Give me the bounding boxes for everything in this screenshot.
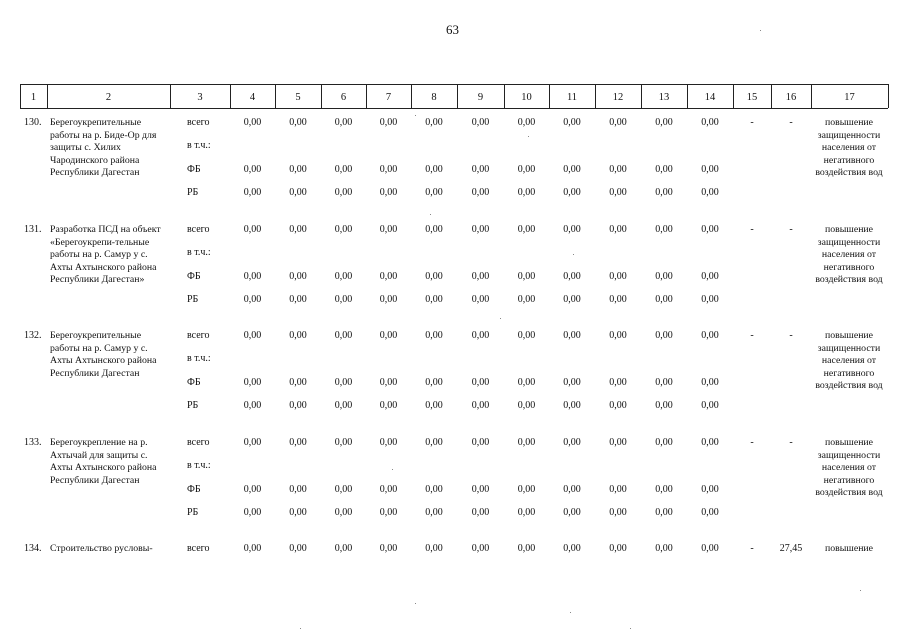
value-cell: 0,00 bbox=[701, 117, 719, 128]
row-number: 132. bbox=[24, 330, 42, 341]
row-name: Разработка ПСД на объект «Берегоукрепи-тельные работы на р. Самур у с. Ахты Ахтынского района Республики Дагестан» bbox=[50, 224, 161, 286]
value-cell: 0,00 bbox=[517, 377, 536, 388]
value-cell: 0,00 bbox=[425, 164, 443, 175]
value-cell: 0,00 bbox=[471, 271, 490, 282]
column-header: 2 bbox=[105, 92, 112, 103]
value-cell: 0,00 bbox=[517, 507, 536, 518]
value-cell: 0,00 bbox=[471, 294, 490, 305]
value-cell: 0,00 bbox=[563, 377, 581, 388]
value-cell: 0,00 bbox=[563, 437, 581, 448]
value-cell: 0,00 bbox=[471, 400, 490, 411]
value-cell: 0,00 bbox=[563, 330, 581, 341]
value-cell: 0,00 bbox=[471, 187, 490, 198]
value-cell: 0,00 bbox=[243, 543, 262, 554]
scan-speck bbox=[528, 136, 529, 137]
value-cell: 0,00 bbox=[517, 294, 536, 305]
value-cell: 0,00 bbox=[379, 484, 398, 495]
value-cell: 0,00 bbox=[289, 377, 307, 388]
funding-label: ФБ bbox=[187, 484, 201, 495]
value-cell: 0,00 bbox=[243, 377, 262, 388]
value-cell: 0,00 bbox=[379, 437, 398, 448]
value-cell: 0,00 bbox=[655, 164, 673, 175]
scan-speck bbox=[392, 469, 393, 470]
value-cell: 0,00 bbox=[243, 484, 262, 495]
value-cell: 0,00 bbox=[379, 187, 398, 198]
value-cell: 0,00 bbox=[609, 543, 627, 554]
value-cell: 0,00 bbox=[655, 187, 673, 198]
funding-label: всего bbox=[187, 330, 210, 341]
scan-speck bbox=[573, 254, 574, 255]
value-cell: 0,00 bbox=[379, 507, 398, 518]
funding-label: в т.ч.: bbox=[187, 140, 211, 151]
value-cell: 0,00 bbox=[379, 271, 398, 282]
column-header: 15 bbox=[746, 92, 758, 103]
value-cell: 0,00 bbox=[243, 117, 262, 128]
value-cell: 0,00 bbox=[655, 294, 673, 305]
value-cell: 0,00 bbox=[334, 543, 353, 554]
column-15-value: - bbox=[750, 224, 754, 235]
row-number: 130. bbox=[24, 117, 42, 128]
value-cell: 0,00 bbox=[243, 294, 262, 305]
value-cell: 0,00 bbox=[563, 187, 581, 198]
value-cell: 0,00 bbox=[334, 437, 353, 448]
page-number: 63 bbox=[446, 22, 459, 37]
value-cell: 0,00 bbox=[517, 543, 536, 554]
value-cell: 0,00 bbox=[655, 437, 673, 448]
value-cell: 0,00 bbox=[334, 484, 353, 495]
value-cell: 0,00 bbox=[655, 377, 673, 388]
column-16-value: - bbox=[789, 224, 793, 235]
column-header: 7 bbox=[385, 92, 392, 103]
funding-label: в т.ч.: bbox=[187, 247, 211, 258]
value-cell: 0,00 bbox=[289, 484, 307, 495]
column-16-value: - bbox=[789, 117, 793, 128]
value-cell: 0,00 bbox=[243, 224, 262, 235]
value-cell: 0,00 bbox=[609, 224, 627, 235]
row-purpose: повышение защищенности населения от негативного воздействия вод bbox=[815, 437, 883, 499]
scan-speck bbox=[860, 590, 861, 591]
value-cell: 0,00 bbox=[379, 224, 398, 235]
funding-label: всего bbox=[187, 224, 210, 235]
value-cell: 0,00 bbox=[289, 294, 307, 305]
value-cell: 0,00 bbox=[701, 330, 719, 341]
value-cell: 0,00 bbox=[609, 271, 627, 282]
value-cell: 0,00 bbox=[379, 377, 398, 388]
value-cell: 0,00 bbox=[701, 187, 719, 198]
value-cell: 0,00 bbox=[701, 164, 719, 175]
row-name: Берегоукрепление на р. Ахтычай для защиты с. Ахты Ахтынского района Республики Дагестан bbox=[50, 437, 157, 486]
value-cell: 0,00 bbox=[243, 187, 262, 198]
value-cell: 0,00 bbox=[609, 330, 627, 341]
value-cell: 0,00 bbox=[425, 330, 443, 341]
value-cell: 0,00 bbox=[471, 507, 490, 518]
value-cell: 0,00 bbox=[701, 377, 719, 388]
funding-label: в т.ч.: bbox=[187, 460, 211, 471]
value-cell: 0,00 bbox=[563, 271, 581, 282]
value-cell: 0,00 bbox=[609, 507, 627, 518]
scan-speck bbox=[570, 612, 571, 613]
value-cell: 0,00 bbox=[289, 400, 307, 411]
value-cell: 0,00 bbox=[471, 377, 490, 388]
value-cell: 0,00 bbox=[563, 507, 581, 518]
value-cell: 0,00 bbox=[425, 400, 443, 411]
value-cell: 0,00 bbox=[334, 330, 353, 341]
value-cell: 0,00 bbox=[517, 164, 536, 175]
value-cell: 0,00 bbox=[379, 330, 398, 341]
funding-label: РБ bbox=[187, 507, 199, 518]
header-column-divider bbox=[888, 84, 889, 108]
value-cell: 0,00 bbox=[609, 187, 627, 198]
funding-label: ФБ bbox=[187, 377, 201, 388]
value-cell: 0,00 bbox=[471, 224, 490, 235]
value-cell: 0,00 bbox=[471, 330, 490, 341]
value-cell: 0,00 bbox=[609, 400, 627, 411]
column-header: 3 bbox=[197, 92, 203, 103]
header-bottom-rule bbox=[20, 108, 888, 109]
value-cell: 0,00 bbox=[655, 224, 673, 235]
value-cell: 0,00 bbox=[425, 117, 443, 128]
column-header: 6 bbox=[340, 92, 347, 103]
row-number: 131. bbox=[24, 224, 42, 235]
value-cell: 0,00 bbox=[425, 437, 443, 448]
value-cell: 0,00 bbox=[655, 484, 673, 495]
funding-label: РБ bbox=[187, 294, 199, 305]
value-cell: 0,00 bbox=[701, 224, 719, 235]
value-cell: 0,00 bbox=[289, 187, 307, 198]
column-header: 14 bbox=[704, 92, 716, 103]
value-cell: 0,00 bbox=[334, 400, 353, 411]
value-cell: 0,00 bbox=[609, 484, 627, 495]
value-cell: 0,00 bbox=[701, 507, 719, 518]
column-header: 11 bbox=[566, 92, 578, 103]
funding-label: РБ bbox=[187, 400, 199, 411]
value-cell: 0,00 bbox=[655, 117, 673, 128]
column-header: 16 bbox=[785, 92, 797, 103]
column-header: 1 bbox=[30, 92, 37, 103]
value-cell: 0,00 bbox=[655, 543, 673, 554]
funding-label: всего bbox=[187, 543, 210, 554]
value-cell: 0,00 bbox=[425, 507, 443, 518]
value-cell: 0,00 bbox=[471, 117, 490, 128]
scan-speck bbox=[415, 115, 416, 116]
value-cell: 0,00 bbox=[425, 484, 443, 495]
value-cell: 0,00 bbox=[425, 271, 443, 282]
value-cell: 0,00 bbox=[334, 377, 353, 388]
funding-label: всего bbox=[187, 437, 210, 448]
value-cell: 0,00 bbox=[517, 330, 536, 341]
value-cell: 0,00 bbox=[425, 294, 443, 305]
value-cell: 0,00 bbox=[609, 117, 627, 128]
scan-speck bbox=[500, 318, 501, 319]
funding-label: РБ bbox=[187, 187, 199, 198]
value-cell: 0,00 bbox=[334, 507, 353, 518]
row-number: 133. bbox=[24, 437, 42, 448]
row-name: Берегоукрепительные работы на р. Самур у с. Ахты Ахтынского района Республики Дагестан bbox=[50, 330, 157, 379]
value-cell: 0,00 bbox=[471, 164, 490, 175]
row-purpose: повышение bbox=[824, 543, 874, 554]
value-cell: 0,00 bbox=[563, 164, 581, 175]
scan-speck bbox=[415, 603, 416, 604]
funding-label: ФБ bbox=[187, 164, 201, 175]
row-name: Строительство русловы- bbox=[50, 543, 153, 554]
value-cell: 0,00 bbox=[517, 117, 536, 128]
column-header: 10 bbox=[521, 92, 532, 103]
column-16-value: - bbox=[789, 330, 793, 341]
value-cell: 0,00 bbox=[379, 164, 398, 175]
value-cell: 0,00 bbox=[289, 271, 307, 282]
value-cell: 0,00 bbox=[243, 330, 262, 341]
header-top-rule bbox=[20, 84, 888, 85]
value-cell: 0,00 bbox=[563, 117, 581, 128]
value-cell: 0,00 bbox=[655, 330, 673, 341]
value-cell: 0,00 bbox=[609, 437, 627, 448]
column-15-value: - bbox=[750, 330, 754, 341]
value-cell: 0,00 bbox=[243, 400, 262, 411]
row-purpose: повышение защищенности населения от негативного воздействия вод bbox=[815, 330, 883, 392]
value-cell: 0,00 bbox=[289, 437, 307, 448]
value-cell: 0,00 bbox=[289, 330, 307, 341]
value-cell: 0,00 bbox=[655, 271, 673, 282]
value-cell: 0,00 bbox=[701, 294, 719, 305]
value-cell: 0,00 bbox=[517, 400, 536, 411]
row-name: Берегоукрепительные работы на р. Биде-Ор для защиты с. Хилих Чародинского района Республики Дагестан bbox=[50, 117, 157, 179]
value-cell: 0,00 bbox=[334, 294, 353, 305]
value-cell: 0,00 bbox=[289, 164, 307, 175]
scan-speck bbox=[300, 628, 301, 629]
value-cell: 0,00 bbox=[609, 377, 627, 388]
scan-speck bbox=[430, 214, 431, 215]
value-cell: 0,00 bbox=[243, 271, 262, 282]
value-cell: 0,00 bbox=[563, 224, 581, 235]
value-cell: 0,00 bbox=[471, 543, 490, 554]
column-header: 12 bbox=[612, 92, 624, 103]
column-15-value: - bbox=[750, 117, 754, 128]
value-cell: 0,00 bbox=[334, 164, 353, 175]
value-cell: 0,00 bbox=[517, 271, 536, 282]
value-cell: 0,00 bbox=[425, 187, 443, 198]
value-cell: 0,00 bbox=[517, 437, 536, 448]
value-cell: 0,00 bbox=[243, 164, 262, 175]
value-cell: 0,00 bbox=[379, 543, 398, 554]
value-cell: 0,00 bbox=[243, 437, 262, 448]
value-cell: 0,00 bbox=[701, 543, 719, 554]
value-cell: 0,00 bbox=[379, 400, 398, 411]
value-cell: 0,00 bbox=[655, 507, 673, 518]
value-cell: 0,00 bbox=[425, 224, 443, 235]
value-cell: 0,00 bbox=[701, 400, 719, 411]
value-cell: 0,00 bbox=[563, 543, 581, 554]
column-header: 8 bbox=[431, 92, 437, 103]
value-cell: 0,00 bbox=[379, 294, 398, 305]
column-header: 17 bbox=[844, 92, 855, 103]
value-cell: 0,00 bbox=[289, 543, 307, 554]
value-cell: 0,00 bbox=[289, 224, 307, 235]
value-cell: 0,00 bbox=[563, 400, 581, 411]
value-cell: 0,00 bbox=[517, 224, 536, 235]
value-cell: 0,00 bbox=[655, 400, 673, 411]
value-cell: 0,00 bbox=[471, 484, 490, 495]
value-cell: 0,00 bbox=[334, 117, 353, 128]
value-cell: 0,00 bbox=[334, 271, 353, 282]
value-cell: 0,00 bbox=[425, 543, 443, 554]
scan-speck bbox=[760, 30, 761, 31]
row-number: 134. bbox=[24, 543, 42, 554]
column-15-value: - bbox=[750, 543, 754, 554]
funding-label: в т.ч.: bbox=[187, 353, 211, 364]
value-cell: 0,00 bbox=[517, 187, 536, 198]
column-header: 9 bbox=[477, 92, 484, 103]
value-cell: 0,00 bbox=[701, 437, 719, 448]
value-cell: 0,00 bbox=[289, 117, 307, 128]
value-cell: 0,00 bbox=[701, 484, 719, 495]
value-cell: 0,00 bbox=[609, 294, 627, 305]
value-cell: 0,00 bbox=[379, 117, 398, 128]
value-cell: 0,00 bbox=[289, 507, 307, 518]
column-16-value: 27,45 bbox=[779, 543, 803, 554]
value-cell: 0,00 bbox=[471, 437, 490, 448]
value-cell: 0,00 bbox=[563, 484, 581, 495]
value-cell: 0,00 bbox=[243, 507, 262, 518]
value-cell: 0,00 bbox=[517, 484, 536, 495]
row-purpose: повышение защищенности населения от негативного воздействия вод bbox=[815, 224, 883, 286]
funding-label: ФБ bbox=[187, 271, 201, 282]
value-cell: 0,00 bbox=[334, 187, 353, 198]
value-cell: 0,00 bbox=[609, 164, 627, 175]
value-cell: 0,00 bbox=[334, 224, 353, 235]
value-cell: 0,00 bbox=[701, 271, 719, 282]
column-15-value: - bbox=[750, 437, 754, 448]
value-cell: 0,00 bbox=[425, 377, 443, 388]
row-purpose: повышение защищенности населения от негативного воздействия вод bbox=[815, 117, 883, 179]
value-cell: 0,00 bbox=[563, 294, 581, 305]
column-header: 5 bbox=[295, 92, 301, 103]
column-header: 4 bbox=[249, 92, 256, 103]
funding-label: всего bbox=[187, 117, 210, 128]
column-header: 13 bbox=[658, 92, 670, 103]
column-16-value: - bbox=[789, 437, 793, 448]
scan-speck bbox=[630, 628, 631, 629]
